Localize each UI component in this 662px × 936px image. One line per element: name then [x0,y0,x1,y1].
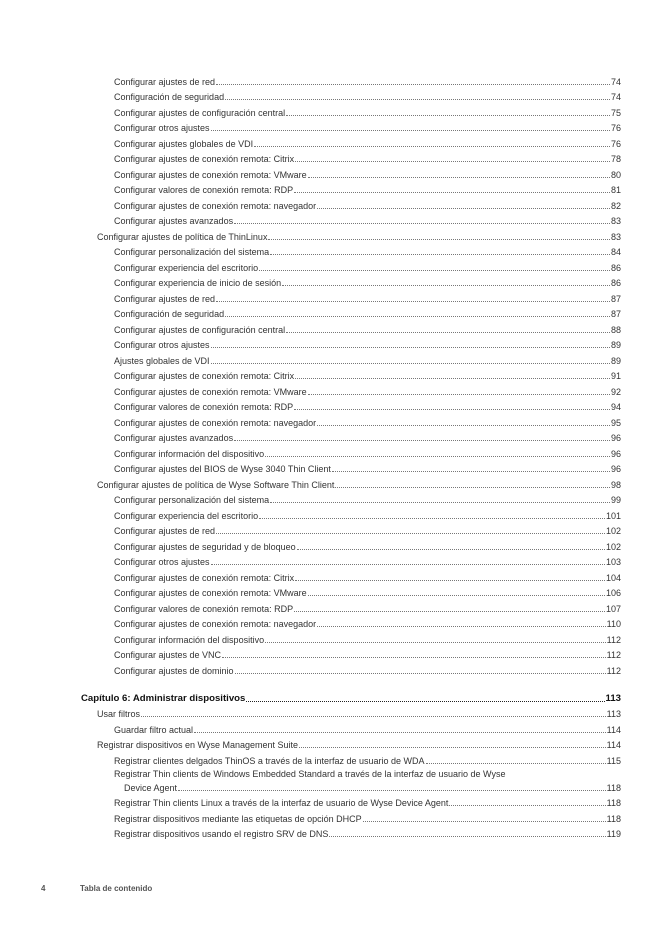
toc-entry[interactable] [0,149,621,165]
toc-entry-title: Registrar dispositivos usando el registro SRV de DNS [114,829,329,839]
toc-entry-page: 86 [610,278,621,288]
toc-entry-page: 89 [610,340,621,350]
dot-leader [317,626,606,627]
toc-entry-title: Configurar ajustes de conexión remota: Citrix [114,154,295,164]
toc-entry-page: 106 [605,588,621,598]
dot-leader [299,747,606,748]
toc-entry[interactable] [0,614,621,630]
toc-entry-title: Registrar Thin clients de Windows Embedded Standard a través de la interfaz de usuario de Wyse [114,768,506,779]
toc-entry-title: Configurar ajustes de conexión remota: navegador [114,619,317,629]
toc-entry-page: 99 [610,495,621,505]
toc-entry[interactable] [0,490,621,506]
toc-entry-title: Usar filtros [97,709,141,719]
toc-entry-title: Capítulo 6: Administrar dispositivos [81,692,246,704]
toc-entry-title: Configurar ajustes de configuración central [114,107,286,118]
toc-entry-page: 78 [610,154,621,164]
toc-entry-page: 74 [610,92,621,102]
toc-entry-page: 81 [610,185,621,195]
toc-entry-title: Configurar ajustes de seguridad y de bloqueo [114,541,296,552]
toc-entry[interactable] [0,211,621,227]
toc-entry[interactable] [0,629,621,645]
toc-entry[interactable] [0,704,621,720]
dot-leader [270,254,610,255]
toc-entry-title: Configurar experiencia del escritorio [114,510,259,521]
toc-entry-page: 113 [605,692,621,704]
dot-leader [286,115,610,116]
dot-leader [295,378,610,379]
dot-leader [216,533,605,534]
toc-entry-page: 95 [610,417,621,428]
toc-entry[interactable] [0,505,621,521]
toc-entry-page: 87 [610,293,621,304]
dot-leader [216,84,610,85]
toc-entry[interactable] [0,474,621,490]
toc-entry-page: 118 [606,798,621,808]
dot-leader [363,821,606,822]
toc-entry-title: Configurar otros ajustes [114,340,210,350]
toc-entry[interactable] [0,536,621,552]
toc-entry[interactable] [0,719,621,735]
toc-entry-title: Configurar ajustes de dominio [114,665,234,676]
dot-leader [265,642,606,643]
toc-entry[interactable] [0,288,621,304]
toc-entry-title: Configurar ajustes de configuración central [114,324,286,335]
toc-entry-title: Configurar ajustes de red [114,293,216,304]
dot-leader [216,301,610,302]
toc-entry[interactable] [0,180,621,196]
toc-entry-page: 86 [610,262,621,273]
toc-entry-title: Ajustes globales de VDI [114,355,210,366]
toc-entry[interactable] [0,552,621,568]
dot-leader [286,332,610,333]
toc-entry-title: Configurar valores de conexión remota: RDP [114,185,294,195]
toc-entry-page: 114 [606,724,621,735]
toc-entry-title: Configurar ajustes de conexión remota: navegador [114,200,317,211]
footer-label: Tabla de contenido [80,884,153,893]
toc-entry[interactable] [0,521,621,537]
toc-entry-page: 92 [610,386,621,397]
toc-entry-title: Guardar filtro actual [114,724,194,735]
toc-entry[interactable] [0,824,621,840]
dot-leader [259,518,605,519]
toc-entry-page: 80 [610,169,621,180]
toc-entry-title: Configurar experiencia del escritorio [114,262,259,273]
toc-entry-page: 112 [606,665,621,676]
dot-leader [211,363,610,364]
dot-leader [294,409,610,410]
toc-entry-page: 112 [606,634,621,645]
toc-entry-title: Configurar ajustes de política de ThinLinux [97,231,268,242]
toc-entry-page: 115 [606,755,621,766]
dot-leader [222,657,606,658]
toc-entry[interactable] [0,273,621,289]
dot-leader [234,440,610,441]
toc-entry-page: 74 [610,76,621,87]
dot-leader [265,456,610,457]
toc-entry[interactable] [0,133,621,149]
dot-leader [268,239,610,240]
dot-leader [178,790,606,791]
toc-entry-page: 84 [610,247,621,257]
toc-entry-title: Configurar ajustes de red [114,526,216,536]
toc-entry-page: 96 [610,464,621,474]
toc-entry-page: 107 [605,603,621,614]
toc-entry-title: Configurar ajustes de conexión remota: Citrix [114,572,295,583]
footer-page-number: 4 [41,884,46,893]
toc-entry-title: Configurar ajustes de conexión remota: VMware [114,588,307,598]
toc-entry-title: Configurar ajustes del BIOS de Wyse 3040 Thin Client [114,464,331,474]
toc-entry-page: 89 [610,355,621,366]
toc-entry[interactable] [0,660,621,676]
dot-leader [308,177,610,178]
toc-entry-page: 104 [605,572,621,583]
toc-entry[interactable] [0,808,621,824]
toc-entry[interactable] [0,567,621,583]
toc-entry-page: 94 [610,402,621,412]
dot-leader [235,673,606,674]
toc-entry[interactable] [0,381,621,397]
toc-entry-page: 83 [610,216,621,226]
toc-entry-page: 91 [610,371,621,381]
toc-entry-page: 110 [606,619,621,629]
toc-entry[interactable] [0,164,621,180]
dot-leader [295,580,605,581]
toc-entry-page: 113 [606,709,621,719]
toc-entry-page: 88 [610,324,621,335]
toc-entry-title: Configurar valores de conexión remota: RDP [114,402,294,412]
toc-entry-title: Configurar ajustes avanzados [114,433,234,443]
toc-entry[interactable] [0,459,621,475]
toc-entry[interactable] [0,87,621,103]
toc-entry-title: Configurar ajustes avanzados [114,216,234,226]
dot-leader [211,564,605,565]
toc-entry-title: Configurar valores de conexión remota: RDP [114,603,294,614]
toc-entry[interactable] [0,750,621,766]
toc-entry[interactable] [0,257,621,273]
toc-entry-title: Configurar experiencia de inicio de sesión [114,278,282,288]
toc-entry-title: Configuración de seguridad [114,92,225,102]
toc-entry-page: 119 [606,829,621,839]
toc-entry-page: 101 [605,510,621,521]
dot-leader [246,701,604,702]
toc-entry-page: 83 [610,231,621,242]
toc-entry-page: 118 [606,813,621,824]
dot-leader [294,192,610,193]
dot-leader [449,805,605,806]
toc-entry-title: Configurar información del dispositivo [114,634,265,645]
dot-leader [259,270,610,271]
toc-entry-page: 75 [610,107,621,118]
toc-entry-page: 114 [606,740,621,750]
dot-leader [282,285,610,286]
toc-chapter-entry[interactable] [0,687,621,704]
dot-leader [426,763,606,764]
toc-entry-title: Configurar otros ajustes [114,123,210,133]
toc-entry[interactable] [0,766,621,793]
toc-entry-page: 102 [605,541,621,552]
toc-entry[interactable] [0,118,621,134]
toc-entry[interactable] [0,350,621,366]
dot-leader [317,425,610,426]
toc-entry-page: 96 [610,433,621,443]
toc-entry-page: 98 [610,479,621,490]
toc-entry[interactable] [0,735,621,751]
table-of-contents [0,71,662,839]
toc-entry[interactable] [0,335,621,351]
dot-leader [295,161,610,162]
dot-leader [308,394,610,395]
toc-entry[interactable] [0,412,621,428]
toc-entry-title: Configurar ajustes de conexión remota: Citrix [114,371,295,381]
toc-entry-page: 82 [610,200,621,211]
toc-entry[interactable] [0,366,621,382]
toc-entry-page: 76 [610,138,621,149]
dot-leader [234,223,610,224]
toc-entry-title: Configurar ajustes de conexión remota: navegador [114,417,317,428]
toc-entry-title: Configurar ajustes de política de Wyse Software Thin Client [97,479,335,490]
dot-leader [332,471,610,472]
toc-entry-title-continued: Device Agent [124,782,178,793]
toc-entry-page: 102 [605,526,621,536]
toc-entry[interactable] [0,304,621,320]
toc-entry-page: 96 [610,448,621,459]
toc-entry-title: Configurar ajustes de conexión remota: VMware [114,386,307,397]
toc-entry-title: Registrar Thin clients Linux a través de la interfaz de usuario de Wyse Device Agent [114,798,449,808]
dot-leader [335,487,610,488]
toc-entry-title: Configurar ajustes de VNC [114,650,222,660]
toc-entry-title: Configuración de seguridad [114,309,225,319]
toc-entry-title: Registrar dispositivos en Wyse Management Suite [97,740,299,750]
toc-entry[interactable] [0,443,621,459]
dot-leader [225,99,610,100]
toc-entry-page: 112 [606,650,621,660]
toc-entry[interactable] [0,226,621,242]
dot-leader [141,716,606,717]
toc-entry[interactable] [0,397,621,413]
toc-entry-page: 118 [606,782,621,793]
toc-entry-title: Configurar información del dispositivo [114,448,265,459]
toc-entry-page: 87 [610,309,621,319]
toc-entry-title: Configurar personalización del sistema [114,495,270,505]
dot-leader [308,595,605,596]
toc-entry[interactable] [0,242,621,258]
toc-entry[interactable] [0,195,621,211]
toc-entry[interactable] [0,583,621,599]
toc-entry-continuation [114,780,621,793]
toc-entry[interactable] [0,793,621,809]
toc-entry-title: Configurar ajustes de red [114,76,216,87]
dot-leader [211,130,610,131]
toc-entry-title: Configurar ajustes globales de VDI [114,138,254,149]
toc-entry-title: Configurar ajustes de conexión remota: VMware [114,169,307,180]
dot-leader [317,208,610,209]
toc-entry-page: 76 [610,123,621,133]
dot-leader [297,549,605,550]
dot-leader [254,146,610,147]
toc-entry[interactable] [0,319,621,335]
dot-leader [329,836,605,837]
dot-leader [211,347,610,348]
toc-entry[interactable] [0,71,621,87]
dot-leader [194,732,606,733]
toc-entry-title: Configurar otros ajustes [114,557,210,567]
toc-entry-title: Registrar clientes delgados ThinOS a través de la interfaz de usuario de WDA [114,755,425,766]
toc-entry[interactable] [0,102,621,118]
toc-entry-title: Configurar personalización del sistema [114,247,270,257]
toc-entry-page: 103 [605,557,621,567]
dot-leader [225,316,610,317]
toc-entry-title: Registrar dispositivos mediante las etiquetas de opción DHCP [114,813,362,824]
toc-entry[interactable] [0,598,621,614]
dot-leader [270,502,610,503]
dot-leader [294,611,605,612]
toc-entry[interactable] [0,428,621,444]
toc-entry[interactable] [0,645,621,661]
